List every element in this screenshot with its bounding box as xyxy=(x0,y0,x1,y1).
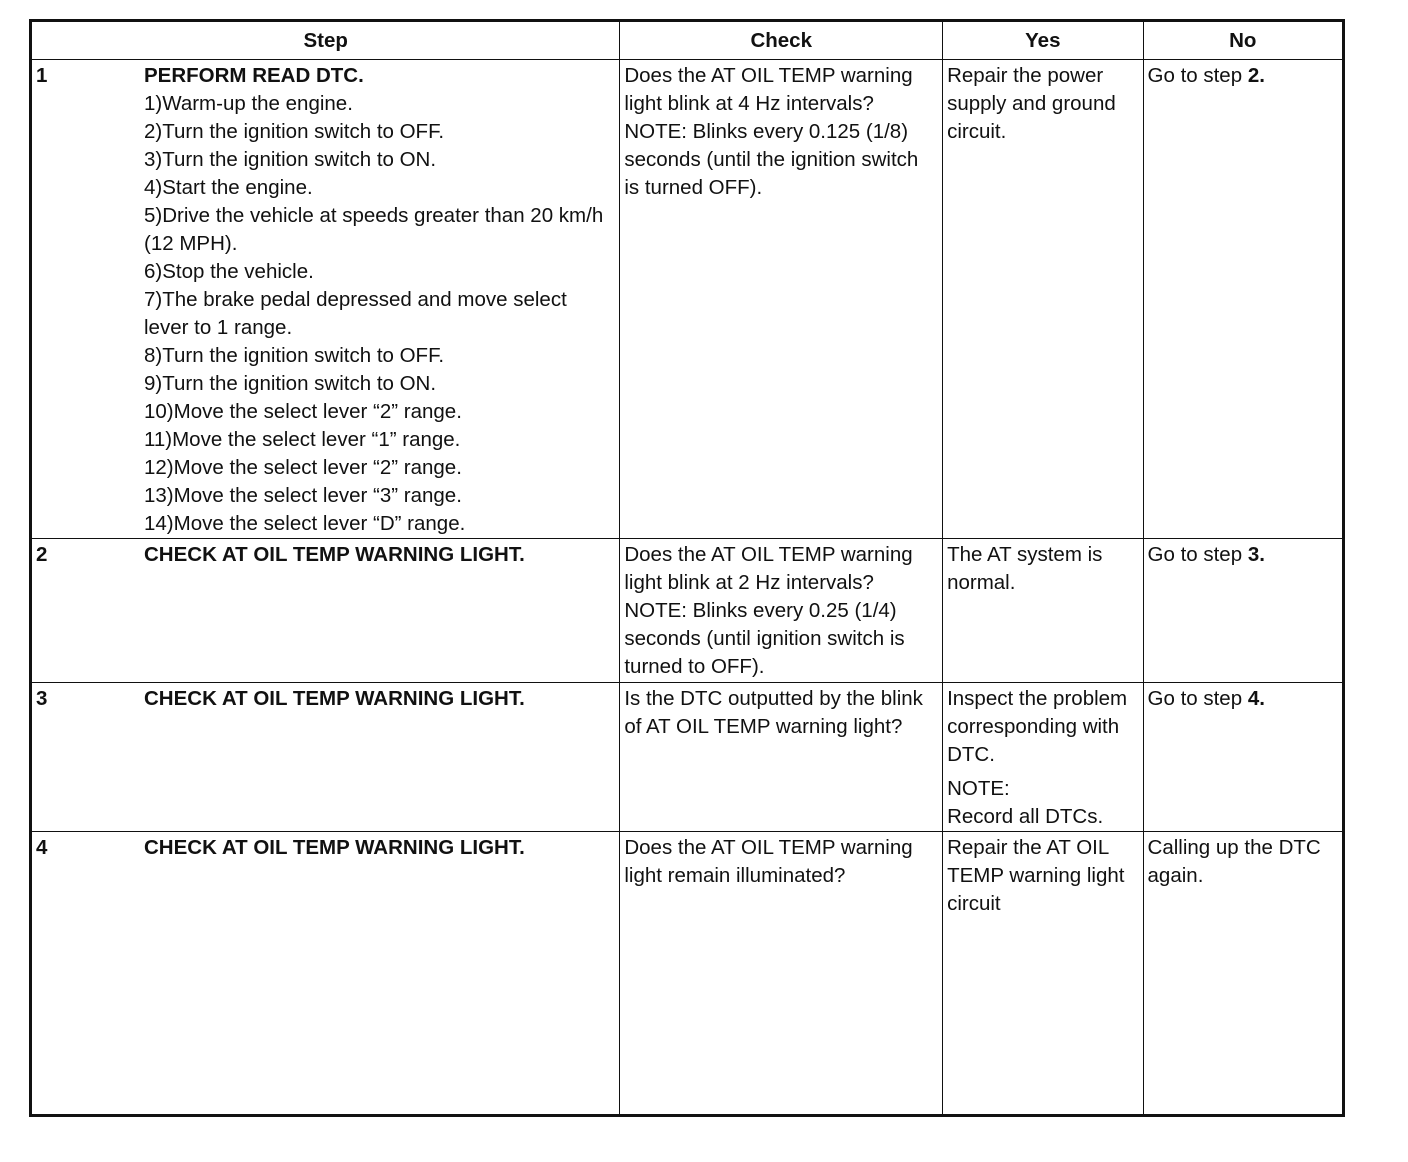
check-cell xyxy=(620,832,943,1116)
step-cell xyxy=(31,832,620,1116)
step-title: PERFORM READ DTC. xyxy=(144,64,364,87)
check-text: Does the AT OIL TEMP warning light remain illuminated? xyxy=(624,836,913,887)
step-title: CHECK AT OIL TEMP WARNING LIGHT. xyxy=(144,836,525,859)
substep: 8)Turn the ignition switch to OFF. xyxy=(144,344,445,367)
step-number: 4 xyxy=(36,836,48,859)
no-text xyxy=(1148,683,1338,713)
no-step-ref: 3. xyxy=(1247,543,1265,566)
header-step: Step xyxy=(31,21,620,60)
yes-cell xyxy=(943,539,1143,683)
table-row xyxy=(31,60,1344,539)
step-number: 1 xyxy=(36,64,48,87)
header-row xyxy=(31,21,1344,60)
substep: 6)Stop the vehicle. xyxy=(144,260,314,283)
yes-cell xyxy=(943,832,1143,1116)
table-row xyxy=(31,832,1344,1116)
no-cell xyxy=(1143,832,1343,1116)
no-prefix: Go to step xyxy=(1147,543,1243,566)
check-cell xyxy=(620,539,943,683)
step-cell xyxy=(31,683,620,832)
table-row xyxy=(31,683,1344,832)
header-check: Check xyxy=(620,21,943,60)
substep: 1)Warm-up the engine. xyxy=(144,92,353,115)
check-cell xyxy=(620,683,943,832)
step-title: CHECK AT OIL TEMP WARNING LIGHT. xyxy=(144,687,525,710)
substep: 12)Move the select lever “2” range. xyxy=(144,456,462,479)
check-cell xyxy=(620,60,943,539)
table-row xyxy=(31,539,1344,683)
header-no: No xyxy=(1143,21,1343,60)
substep: 2)Turn the ignition switch to OFF. xyxy=(144,120,445,143)
substep: 14)Move the select lever “D” range. xyxy=(144,512,466,535)
step-cell xyxy=(31,60,620,539)
no-text xyxy=(1148,539,1338,569)
yes-note: Record all DTCs. xyxy=(947,805,1104,828)
no-step-ref: 4. xyxy=(1247,687,1265,710)
header-yes: Yes xyxy=(943,21,1143,60)
substep: 7)The brake pedal depressed and move select lever to 1 range. xyxy=(144,288,567,339)
substep: 5)Drive the vehicle at speeds greater than 20 km/h (12 MPH). xyxy=(144,204,604,255)
no-cell xyxy=(1143,683,1343,832)
yes-text: Repair the power supply and ground circuit. xyxy=(947,64,1116,143)
substep: 4)Start the engine. xyxy=(144,176,313,199)
step-number: 3 xyxy=(36,687,48,710)
yes-cell xyxy=(943,60,1143,539)
no-cell xyxy=(1143,539,1343,683)
check-text: Does the AT OIL TEMP warning light blink at 4 Hz intervals? NOTE: Blinks every 0.125 (1/8) seconds (until the ignition switch is turned OFF). xyxy=(624,64,919,199)
step-title: CHECK AT OIL TEMP WARNING LIGHT. xyxy=(144,543,525,566)
step-cell xyxy=(31,539,620,683)
no-step-ref: 2. xyxy=(1247,64,1265,87)
substep: 9)Turn the ignition switch to ON. xyxy=(144,372,437,395)
yes-note-label: NOTE: xyxy=(947,777,1010,800)
check-text: Does the AT OIL TEMP warning light blink at 2 Hz intervals? NOTE: Blinks every 0.25 (1/4) seconds (until ignition switch is turned to OFF). xyxy=(624,543,913,678)
no-prefix: Go to step xyxy=(1147,687,1243,710)
check-text: Is the DTC outputted by the blink of AT OIL TEMP warning light? xyxy=(624,687,923,738)
substep: 10)Move the select lever “2” range. xyxy=(144,400,462,423)
diagnostic-table xyxy=(29,19,1345,1117)
no-text: Calling up the DTC again. xyxy=(1147,836,1321,887)
no-prefix: Go to step xyxy=(1147,64,1243,87)
yes-cell xyxy=(943,683,1143,832)
no-cell xyxy=(1143,60,1343,539)
step-number: 2 xyxy=(36,543,48,566)
substep: 13)Move the select lever “3” range. xyxy=(144,484,462,507)
substep: 3)Turn the ignition switch to ON. xyxy=(144,148,437,171)
yes-text: The AT system is normal. xyxy=(947,543,1103,594)
yes-text: Repair the AT OIL TEMP warning light circuit xyxy=(947,836,1125,915)
no-text xyxy=(1148,60,1338,90)
yes-text: Inspect the problem corresponding with DTC. xyxy=(947,687,1128,766)
substep: 11)Move the select lever “1” range. xyxy=(144,428,461,451)
